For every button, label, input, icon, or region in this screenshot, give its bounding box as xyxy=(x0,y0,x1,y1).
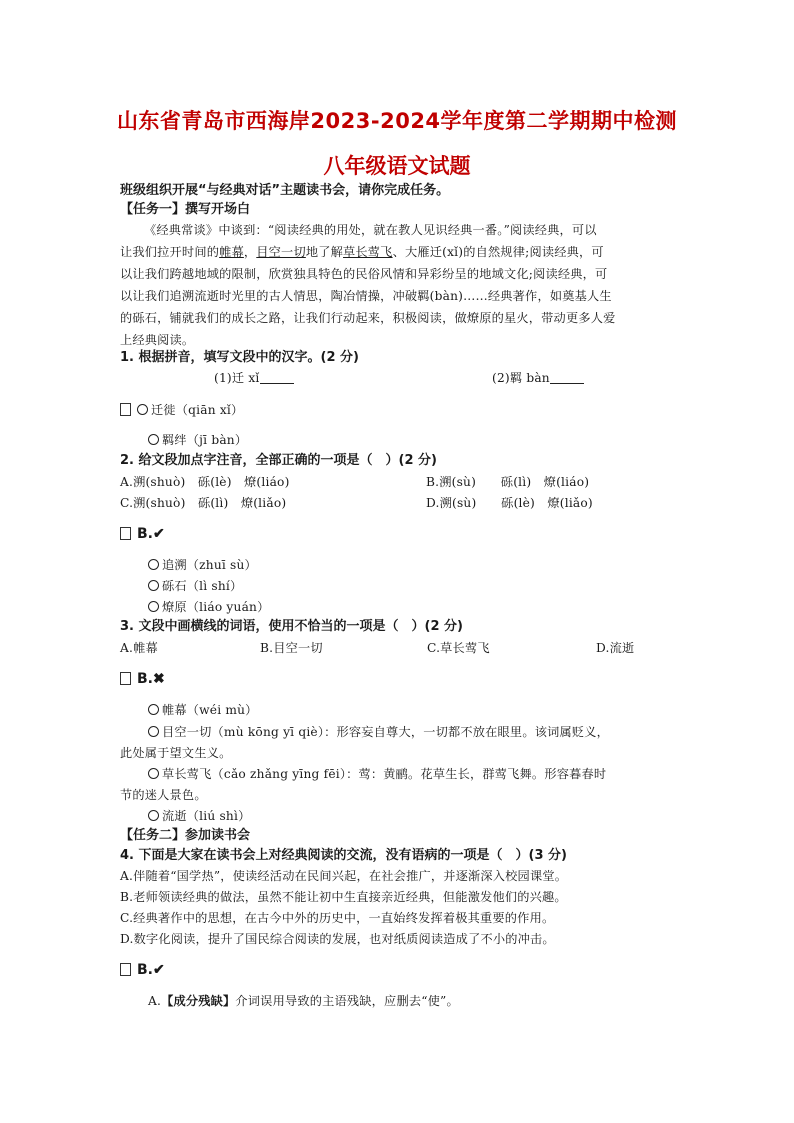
question1-stem: 1. 根据拼音，填写文段中的汉字。(2 分) xyxy=(120,350,359,365)
answer-letter: B. xyxy=(137,962,153,978)
question3-option-a: A.帷幕 xyxy=(120,641,158,655)
note-text: 追溯（zhuī sù） xyxy=(162,558,257,572)
passage-text: ， xyxy=(243,245,257,259)
underlined-word-weimu: 帷幕 xyxy=(219,245,244,259)
circle-bullet-icon xyxy=(148,704,159,715)
question3-note3-cont: 节的迷人景色。 xyxy=(120,788,207,802)
explanation-text: 介词误用导致的主语残缺，应删去“使”。 xyxy=(235,994,459,1008)
answer-blank xyxy=(550,371,584,384)
note-text: 帷幕（wéi mù） xyxy=(162,703,258,717)
passage-line2 xyxy=(120,244,604,261)
check-mark-icon: ✔ xyxy=(153,962,165,978)
passage-line6: 上经典阅读。 xyxy=(120,333,195,347)
passage-text: 地了解 xyxy=(305,245,344,259)
passage-text: 让我们拉开时间的 xyxy=(120,245,220,259)
answer-blank xyxy=(260,371,294,384)
question3-answer xyxy=(120,671,165,688)
question2-answer xyxy=(120,526,165,543)
question1-answer2 xyxy=(148,432,247,449)
answer-text: 迁徙（qiān xǐ） xyxy=(151,403,244,417)
checkbox-icon xyxy=(120,403,131,416)
task2-heading: 【任务二】参加读书会 xyxy=(120,828,251,843)
answer-text: 羁绊（jī bàn） xyxy=(162,433,248,447)
explanation-tag: 【成分残缺】 xyxy=(161,994,236,1008)
question4-option-c: C.经典著作中的思想，在古今中外的历史中，一直始终发挥着极其重要的作用。 xyxy=(120,911,555,925)
circle-bullet-icon xyxy=(148,559,159,570)
passage-line1: 《经典常谈》中谈到：“阅读经典的用处，就在教人见识经典一番。”阅读经典，可以 xyxy=(144,223,597,237)
passage-text: 、大雁迁(xǐ)的自然规律;阅读经典，可 xyxy=(392,245,604,259)
question2-note3 xyxy=(148,599,269,616)
answer-letter: B. xyxy=(137,526,153,542)
note-text: 砾石（lì shí） xyxy=(162,579,243,593)
question1-answer1 xyxy=(120,402,243,419)
checkbox-icon xyxy=(120,963,131,976)
circle-bullet-icon xyxy=(137,404,148,415)
explanation-prefix: A. xyxy=(148,994,162,1008)
circle-bullet-icon xyxy=(148,580,159,591)
question3-option-d: D.流逝 xyxy=(596,641,635,655)
note-text: 流逝（liú shì） xyxy=(162,809,251,823)
question3-option-c: C.草长莺飞 xyxy=(427,641,490,655)
question2-stem: 2. 给文段加点字注音，全部正确的一项是（ ）(2 分) xyxy=(120,453,437,468)
circle-bullet-icon xyxy=(148,601,159,612)
checkbox-icon xyxy=(120,527,131,540)
question3-option-b: B.目空一切 xyxy=(260,641,323,655)
passage-line3: 以让我们跨越地域的限制，欣赏独具特色的民俗风情和异彩纷呈的地域文化;阅读经典，可 xyxy=(120,267,608,281)
question4-answer xyxy=(120,962,165,979)
question2-option-d: D.溯(sù) 砾(lè) 燎(liǎo) xyxy=(426,496,593,510)
question3-note1 xyxy=(148,702,258,719)
question3-note4 xyxy=(148,808,250,825)
question2-note1 xyxy=(148,557,257,574)
passage-line5: 的砾石，铺就我们的成长之路，让我们行动起来，积极阅读，做燎原的星火，带动更多人爱 xyxy=(120,311,616,325)
question4-option-b: B.老师领读经典的做法，虽然不能让初中生直接亲近经典，但能激发他们的兴趣。 xyxy=(120,890,567,904)
question3-note2-cont: 此处属于望文生义。 xyxy=(120,746,232,760)
underlined-word-caozhangyingfei: 草长莺飞 xyxy=(343,245,393,259)
question4-option-a: A.伴随着“国学热”，使读经活动在民间兴起，在社会推广，并逐渐深入校园课堂。 xyxy=(120,869,568,883)
checkbox-icon xyxy=(120,672,131,685)
question3-note2 xyxy=(148,724,609,741)
circle-bullet-icon xyxy=(148,810,159,821)
exam-title-line2: 八年级语文试题 xyxy=(323,154,471,178)
question4-stem: 4. 下面是大家在读书会上对经典阅读的交流，没有语病的一项是（ ）(3 分) xyxy=(120,848,567,863)
passage-line4: 以让我们追溯流逝时光里的古人情思，陶冶情操，冲破羁(bàn)……经典著作，如奠基人生 xyxy=(120,289,612,303)
note-text: 燎原（liáo yuán） xyxy=(162,600,270,614)
question4-explanation xyxy=(148,993,459,1010)
underlined-word-mukongyiqie: 目空一切 xyxy=(256,245,306,259)
check-mark-icon: ✔ xyxy=(153,526,165,542)
question2-note2 xyxy=(148,578,242,595)
circle-bullet-icon xyxy=(148,434,159,445)
question2-option-a: A.溯(shuò) 砾(lè) 燎(liáo) xyxy=(120,475,290,489)
question1-item2 xyxy=(492,370,584,387)
intro-text: 班级组织开展“与经典对话”主题读书会，请你完成任务。 xyxy=(120,183,450,198)
exam-title-line1: 山东省青岛市西海岸2023-2024学年度第二学期期中检测 xyxy=(116,109,678,133)
note-text: 草长莺飞（cǎo zhǎng yīng fēi）：莺：黄鹂。花草生长，群莺飞舞。形容暮春时 xyxy=(162,767,607,781)
question2-option-c: C.溯(shuò) 砾(lì) 燎(liǎo) xyxy=(120,496,287,510)
question1-item1 xyxy=(214,370,294,387)
circle-bullet-icon xyxy=(148,768,159,779)
question3-stem: 3. 文段中画横线的词语，使用不恰当的一项是（ ）(2 分) xyxy=(120,619,463,634)
task1-heading: 【任务一】撰写开场白 xyxy=(120,202,251,217)
question4-option-d: D.数字化阅读，提升了国民综合阅读的发展，也对纸质阅读造成了不小的冲击。 xyxy=(120,932,555,946)
question1-item1-text: (1)迁 xǐ xyxy=(214,371,260,385)
answer-letter: B. xyxy=(137,671,153,687)
question3-note3 xyxy=(148,766,606,783)
cross-mark-icon: ✖ xyxy=(153,671,165,687)
question2-option-b: B.溯(sù) 砾(lì) 燎(liáo) xyxy=(426,475,590,489)
circle-bullet-icon xyxy=(148,726,159,737)
question1-item2-text: (2)羁 bàn xyxy=(492,371,550,385)
note-text: 目空一切（mù kōng yī qiè）：形容妄自尊大，一切都不放在眼里。该词属贬义， xyxy=(162,725,610,739)
